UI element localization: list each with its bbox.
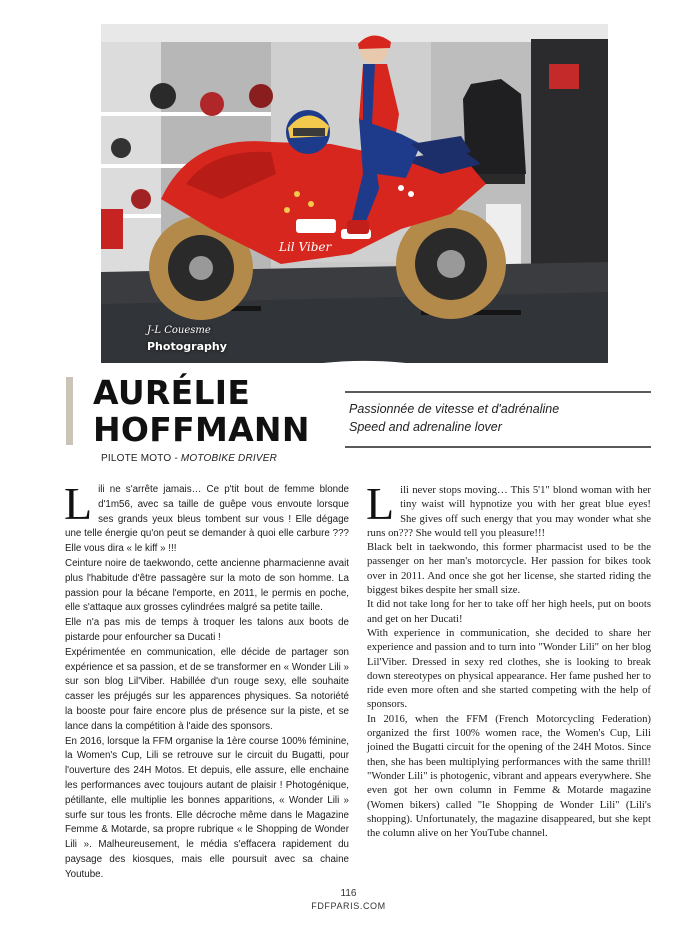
english-paragraph: Black belt in taekwondo, this former pharmacist used to be the passenger on her man's motorcycle. Her passion for bikes took over in 2011. And once she got her license, she started riding the biggest bikes despite her small size. xyxy=(367,541,651,597)
name-line-2: HOFFMANN xyxy=(93,410,310,449)
tagline-top-rule xyxy=(345,391,651,393)
tagline-bottom-rule xyxy=(345,446,651,448)
english-paragraph: It did not take long for her to take off her high heels, put on boots and get on her Ducati! xyxy=(367,598,651,625)
page-number: 116 xyxy=(340,888,357,899)
name-line-1: AURÉLIE xyxy=(93,373,251,412)
hero-photo xyxy=(101,24,608,363)
tagline-english: Speed and adrenaline lover xyxy=(349,420,502,434)
french-article-column xyxy=(64,478,349,883)
french-paragraph: ili ne s'arrête jamais… Ce p'tit bout de femme blonde d'1m56, avec sa taille de guêpe vous envoute lorsque ses grands yeux bleus tombent sur vous ! Elle dégage une telle énergie qu'on peut se demander à quoi elle carbure ??? Elle vous dira « le kiff » !!! xyxy=(65,484,349,555)
photo-credit-name: J-L Couesme xyxy=(147,325,211,336)
website-link[interactable]: FDFPARIS.COM xyxy=(311,901,386,911)
role-english: MOTOBIKE DRIVER xyxy=(180,453,278,464)
english-paragraph: With experience in communication, she decided to share her experience and passion and to turn into "Wonder Lili" on her blog Lil'Viber. Dressed in sexy red clothes, she is looking to break down stereotypes on physical appearance. Her fame pushed her to ride even more often and she started competing with the help of sponsors. xyxy=(367,626,651,711)
fairing-lettering: Lil Viber xyxy=(279,240,332,254)
title-accent-bar xyxy=(66,377,73,445)
english-dropcap: L xyxy=(366,478,395,529)
english-paragraph: In 2016, when the FFM (French Motorcycling Federation) organized the first 100% women race, the Women's Cup, Lili joined the Bugatti circuit for the opening of the 24H Motos. Since then, she has been multiplying performances with the same thrill! "Wonder Lili" is photogenic, vibrant and appears everywhere. She even got her own column in Femme & Motarde magazine (Women bikers) called "le Shopping de Wonder Lili" (Lili's shopping). Unfortunately, the magazine disappeared, but she kept the column alive on her YouTube channel. xyxy=(367,712,651,840)
tagline-french: Passionnée de vitesse et d'adrénaline xyxy=(349,402,560,416)
french-dropcap: L xyxy=(64,478,93,529)
english-article-column xyxy=(366,478,651,840)
role-caption xyxy=(101,453,277,464)
photo-credit-label: Photography xyxy=(147,340,227,353)
person-name xyxy=(93,374,310,448)
french-paragraph: Expérimentée en communication, elle décide de partager son expérience et sa passion, et de se transformer en « Wonder Lili » sur son blog Lil'Viber. Habillée d'un rouge sexy, elle souhaite casser les préjugés sur les apparences physiques. Sa notoriété la booste pour faire encore plus de présence sur la piste, et se lance dans la compétition à l'aide des sponsors. xyxy=(65,646,349,732)
motorbike-showroom-illustration xyxy=(101,24,608,363)
english-paragraph: ili never stops moving… This 5'1" blond woman with her tiny waist will hypnotize you with her great blue eyes! She gives off such energy that you may wonder what she runs on??? She would tell you pleasure!!! xyxy=(367,484,651,539)
french-paragraph: Elle n'a pas mis de temps à troquer les talons aux boots de pistarde pour enfourcher sa Ducati ! xyxy=(65,617,349,643)
french-paragraph: Ceinture noire de taekwondo, cette ancienne pharmacienne avait plus l'habitude d'être passagère sur la moto de son homme. La passion pour la bécane l'emporte, en 2011, le permis en poche, elle s'attaque aux grosses cylindrées malgré sa petite taille. xyxy=(65,557,349,614)
french-paragraph: En 2016, lorsque la FFM organise la 1ère course 100% féminine, la Women's Cup, Lili se retrouve sur le circuit du Bugatti, pour l'ouverture des 24H Motos. Et depuis, elle assure, elle enchaine les performances avec toujours autant de plaisir ! Photogénique, pétillante, elle multiplie les bonnes apparitions, « Wonder Lili » surfe sur tous les fronts. Elle décroche même dans le Magazine Femme & Motarde, sa propre rubrique « le Shopping de Wonder Lili ». Malheureusement, le média s'effacera rapidement du paysage des kiosques, mais elle poursuit avec sa chaine Youtube. xyxy=(65,735,349,880)
role-french: PILOTE MOTO - xyxy=(101,453,181,464)
